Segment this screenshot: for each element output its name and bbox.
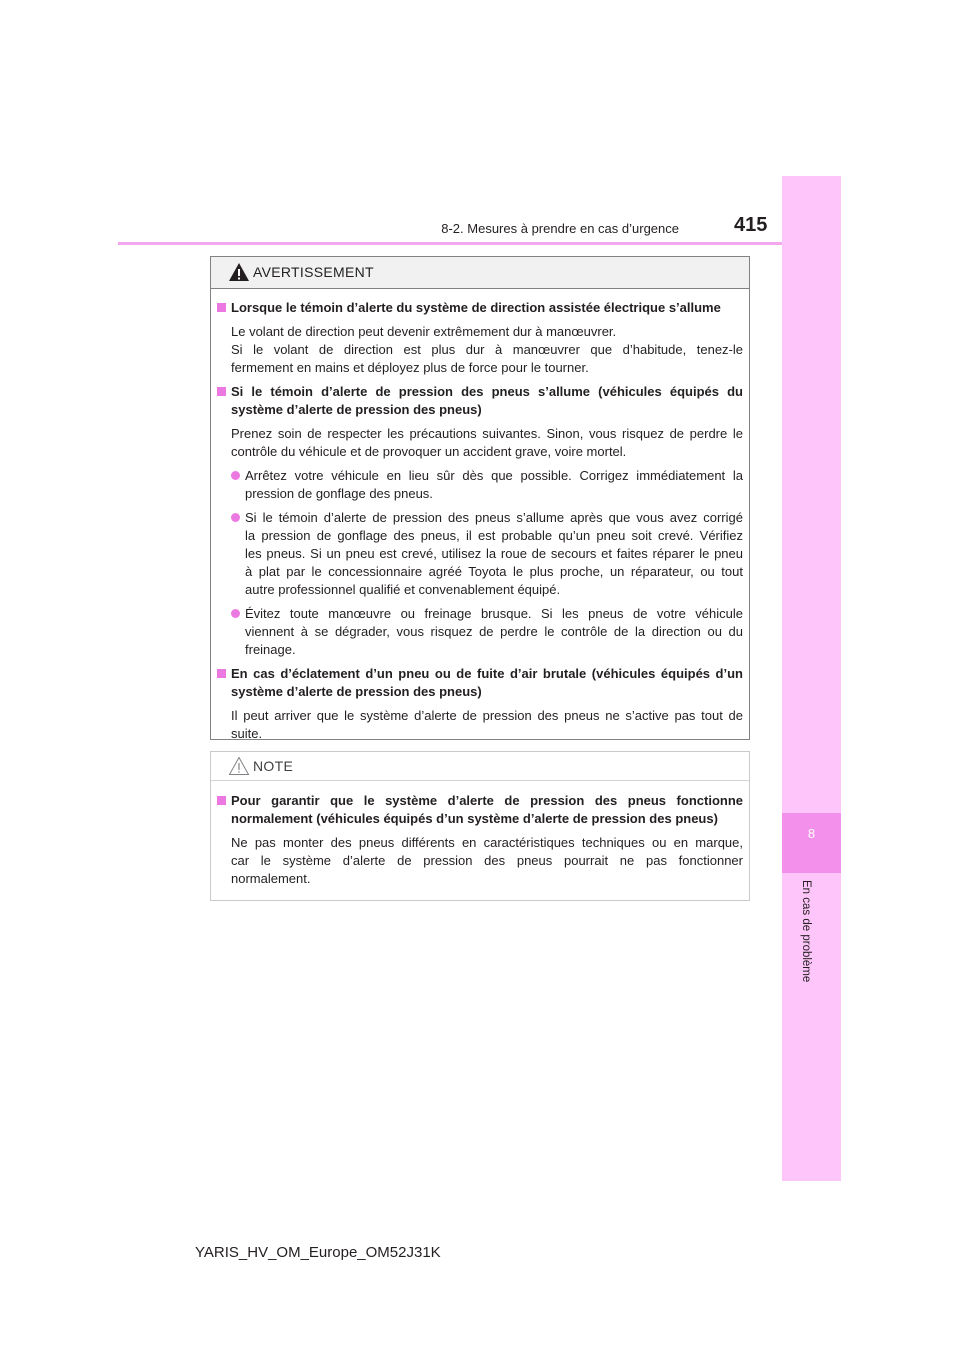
note-paragraph: Ne pas monter des pneus différents en caractéristiques techniques ou en marque, car le système d’alerte de pression des pneus pourrait ne pas fonctionner normalement. <box>231 835 743 886</box>
document-id: YARIS_HV_OM_Europe_OM52J31K <box>195 1244 441 1261</box>
chapter-number-box <box>782 813 841 873</box>
warning-box-header <box>211 257 749 289</box>
chapter-title: En cas de problème <box>800 880 812 983</box>
note-box-header <box>211 752 749 781</box>
warning-paragraph-3: Il peut arriver que le système d’alerte de pression des pneus ne s’active pas tout de suite. <box>231 708 743 741</box>
warning-heading-1: Lorsque le témoin d’alerte du système de direction assistée électrique s’allume <box>217 299 743 317</box>
note-box <box>210 751 750 901</box>
note-heading: Pour garantir que le système d’alerte de pression des pneus fonctionne normalement (véhicules équipés d’un système d’alerte de pression des pneus) <box>217 792 743 828</box>
caution-triangle-icon <box>228 756 250 776</box>
warning-box <box>210 256 750 740</box>
warning-bullet-3: Évitez toute manœuvre ou freinage brusque. Si les pneus de votre véhicule viennent à se dégrader, vous risquez de perdre le contrôle de la direction ou du freinage. <box>217 605 743 659</box>
warning-triangle-icon <box>228 262 250 282</box>
warning-heading-3: En cas d’éclatement d’un pneu ou de fuite d’air brutale (véhicules équipés d’un système d’alerte de pression des pneus) <box>217 665 743 701</box>
note-content <box>217 792 743 894</box>
warning-heading-2: Si le témoin d’alerte de pression des pneus s’allume (véhicules équipés du système d’alerte de pression des pneus) <box>217 383 743 419</box>
warning-bullet-2: Si le témoin d’alerte de pression des pneus s’allume après que vous avez corrigé la pression de gonflage des pneus, il est probable qu’un pneu soit crevé. Vérifiez les pneus. Si un pneu est crevé, utilisez la roue de secours et faites réparer le pneu à plat par le concessionnaire agréé Toyota le plus proche, un réparateur, ou tout autre professionnel qualifié et convenablement équipé. <box>217 509 743 599</box>
page-number: 415 <box>734 214 768 236</box>
header-rule <box>118 242 782 245</box>
warning-content <box>217 299 743 749</box>
chapter-side-tab <box>782 176 841 1181</box>
warning-bullet-1: Arrêtez votre véhicule en lieu sûr dès que possible. Corrigez immédiatement la pression de gonflage des pneus. <box>217 467 743 503</box>
warning-paragraph-2: Prenez soin de respecter les précautions suivantes. Sinon, vous risquez de perdre le contrôle du véhicule et de provoquer un accident grave, voire mortel. <box>231 426 743 459</box>
chapter-number: 8 <box>807 826 816 841</box>
warning-title: AVERTISSEMENT <box>253 264 374 280</box>
section-title: 8-2. Mesures à prendre en cas d’urgence <box>441 221 679 236</box>
note-title: NOTE <box>253 758 294 774</box>
warning-paragraph-1: Le volant de direction peut devenir extrêmement dur à manœuvrer. Si le volant de direction est plus dur à manœuvrer que d’habitude, tenez-le fermement en mains et déployez plus de force pour le tourner. <box>231 324 743 375</box>
